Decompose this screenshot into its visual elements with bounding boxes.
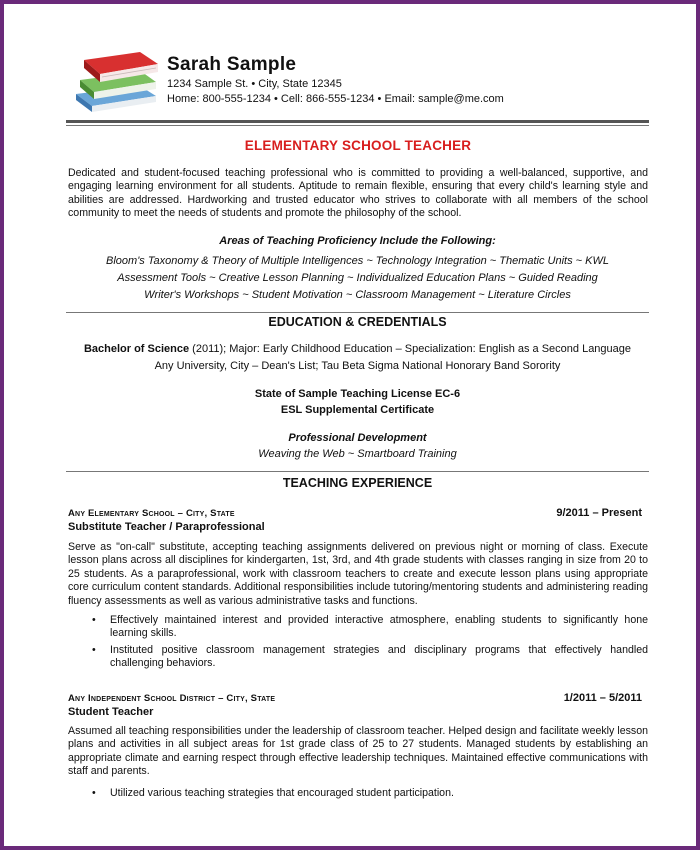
- job-description: Assumed all teaching responsibilities under the leadership of classroom teacher. Helped design and facilitate weekly lesson plans and activities in all subject areas for 1st grade class of 25 to 27 students. Managed students by establishing an appropriate climate and earning respect through effective leadership techniques. Maintained effective communications with staff and parents.: [68, 725, 648, 778]
- proficiency-line: Writer's Workshops ~ Student Motivation ~ Classroom Management ~ Literature Circles: [144, 289, 571, 301]
- degree-details: (2011); Major: Early Childhood Education – Specialization: English as a Second Language: [189, 343, 632, 355]
- section-divider: [66, 471, 649, 472]
- education-heading: EDUCATION & CREDENTIALS: [268, 315, 447, 329]
- esl-certificate: ESL Supplemental Certificate: [280, 404, 435, 416]
- address-line: 1234 Sample St. • City, State 12345: [167, 78, 342, 90]
- job-role: Substitute Teacher / Paraprofessional: [68, 521, 265, 533]
- job-role: Student Teacher: [68, 706, 154, 718]
- proficiency-title: Areas of Teaching Proficiency Include the Following:: [219, 235, 496, 247]
- proficiency-line: Bloom's Taxonomy & Theory of Multiple Intelligences ~ Technology Integration ~ Thematic Units ~ KWL: [106, 255, 609, 267]
- achievement-item: • Instituted positive classroom management strategies and disciplinary programs that effectively handled challenging behaviors.: [68, 644, 648, 671]
- experience-heading: TEACHING EXPERIENCE: [282, 476, 433, 490]
- achievement-list: [68, 787, 648, 803]
- teaching-license: State of Sample Teaching License EC-6: [254, 388, 461, 400]
- header-divider-thin: [66, 125, 649, 126]
- employer-name: Any Elementary School – City, State: [68, 508, 235, 519]
- professional-development-title: Professional Development: [288, 432, 427, 444]
- professional-development-item: Weaving the Web ~ Smartboard Training: [258, 448, 457, 460]
- proficiency-line: Assessment Tools ~ Creative Lesson Planning ~ Individualized Education Plans ~ Guided Reading: [117, 272, 598, 284]
- degree-name: Bachelor of Science: [83, 343, 190, 355]
- achievement-item: • Effectively maintained interest and provided interactive atmosphere, enabling students to significantly hone learning skills.: [68, 614, 648, 641]
- professional-summary: Dedicated and student-focused teaching professional who is committed to providing a well-balanced, supportive, and engaging learning environment for all students. Aptitude to remain flexible, ensuring that every child's learning style and abilities are addressed. Hardworking and trusted educator who strives to collaborate with all members of the school community to meet the needs of students and promote the philosophy of the school.: [68, 167, 648, 220]
- achievement-item: • Utilized various teaching strategies that encouraged student participation.: [68, 787, 648, 800]
- contact-line: Home: 800-555-1234 • Cell: 866-555-1234 • Email: sample@me.com: [167, 93, 504, 105]
- resume-page: [4, 4, 696, 846]
- job-title: ELEMENTARY SCHOOL TEACHER: [244, 138, 472, 153]
- header-divider: [66, 120, 649, 123]
- degree-line: [66, 343, 649, 355]
- employer-name: Any Independent School District – City, State: [68, 693, 276, 704]
- achievement-list: [68, 614, 648, 674]
- section-divider: [66, 312, 649, 313]
- employment-dates: 9/2011 – Present: [556, 507, 642, 519]
- employment-dates: 1/2011 – 5/2011: [563, 692, 642, 704]
- candidate-name: Sarah Sample: [167, 54, 297, 75]
- job-description: Serve as "on-call" substitute, accepting teaching assignments delivered on previous night or morning of class. Execute lesson plans across all disciplines for kindergarten, 1st, 3rd, and 4th grade students with classes ranging in size from 20 to 25 students. As a paraprofessional, work with classroom teachers to create and execute lesson plans using appropriate core curriculum content standards. Additional responsibilities include tutoring/mentoring students and administering reading fluency assessments as well as various administrative tasks and functions.: [68, 541, 648, 607]
- school-line: Any University, City – Dean's List; Tau Beta Sigma National Honorary Band Sorority: [154, 360, 561, 372]
- stacked-books-icon: [70, 46, 162, 112]
